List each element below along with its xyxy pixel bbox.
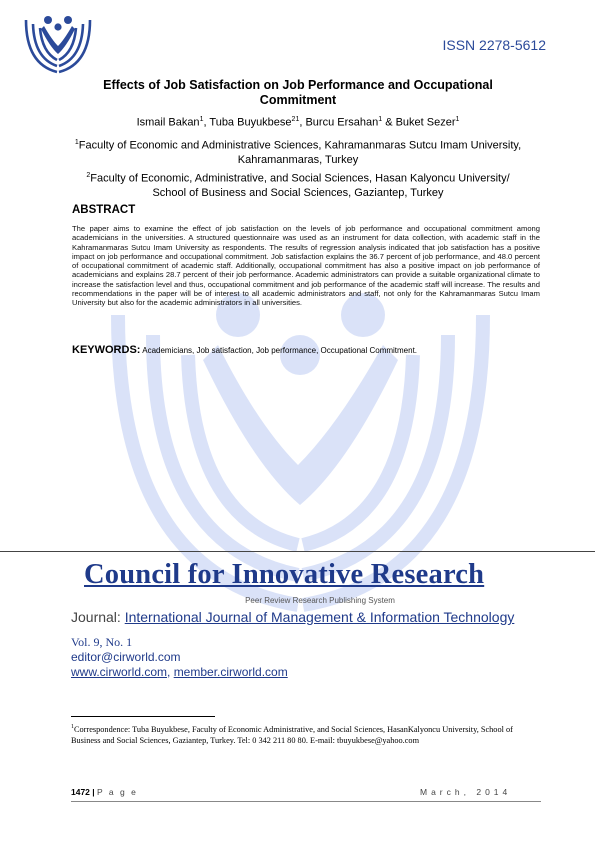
- affiliation-2: [70, 169, 526, 200]
- divider: [0, 551, 595, 552]
- footnote-marker: 1: [71, 724, 74, 730]
- member-website-link[interactable]: member.cirworld.com: [173, 665, 288, 679]
- author-name: Burcu Ersahan: [305, 116, 379, 129]
- author-affiliation-marker: 1: [199, 116, 204, 123]
- website-links: [71, 665, 288, 679]
- publisher-tagline: Peer Review Research Publishing System: [245, 596, 395, 605]
- affiliation-marker: 1: [74, 139, 79, 146]
- journal-line: [71, 609, 571, 625]
- cir-logo-icon: [22, 14, 94, 76]
- editor-email[interactable]: editor@cirworld.com: [71, 650, 181, 664]
- footer-divider: [71, 801, 541, 802]
- author-name: Buket Sezer: [395, 116, 456, 129]
- author-affiliation-marker: 1: [378, 116, 383, 123]
- page-number: 1472: [71, 787, 90, 797]
- abstract-body: The paper aims to examine the effect of job satisfaction on the levels of job performance and occupational commitment among academicians in the universities. A structured questionnaire was used as an instrument for data collection, with academic staff in the Kahramanmaras Sutcu Imam University as respondents. The results of regression analysis indicated that job satisfaction has a positive impact on job performance and occupational commitment. Job satisfaction explains the 36.7 percent of job performance, and 48.0 percent of occupational commitment of academic staff. Additionally, occupational commitment has also a positive impact on job performance of academicians and explains 28.7 percent of their job performance. Academic administrators can provide a suitable organizational climate to increase the satisfaction level and thus, occupational commitment and job performance of the academic staff will increase. The results and recommendations in the paper will be of interest to all academic administrators and staff, not only for the Kahramanmaras Sutcu Imam University but also for the academic administrators in all universities.: [72, 224, 540, 308]
- issn-label: ISSN 2278-5612: [442, 37, 546, 53]
- affiliation-marker: 2: [86, 172, 91, 179]
- author-name: Ismail Bakan: [136, 116, 200, 129]
- issue-date: March, 2014: [420, 787, 512, 797]
- paper-title: Effects of Job Satisfaction on Job Performance and Occupational Commitment: [103, 78, 493, 107]
- author-name: Tuba Buyukbese: [209, 116, 292, 129]
- keywords: [72, 344, 542, 356]
- author-list: Ismail Bakan$^1$, Tuba Buyukbese$^{21}$, Burcu Ersahan$^1$ & Buket Sezer$^1$: [136, 116, 460, 129]
- affiliation-text: Faculty of Economic, Administrative, and Social Sciences, Hasan Kalyoncu University/ School of Business and Social Sciences, Gaziantep, Turkey: [90, 172, 510, 199]
- page-footer: [71, 787, 138, 797]
- page-word: P a g e: [97, 787, 138, 797]
- affiliation-1: [70, 136, 526, 167]
- affiliation-text: Faculty of Economic and Administrative Sciences, Kahramanmaras Sutcu Imam University, Kahramanmaras, Turkey: [78, 139, 522, 166]
- author-affiliation-marker: 21: [291, 116, 300, 123]
- website-link[interactable]: www.cirworld.com: [71, 665, 168, 679]
- volume-info: Vol. 9, No. 1: [71, 635, 133, 649]
- abstract-heading: ABSTRACT: [72, 204, 136, 216]
- page-separator: |: [89, 787, 98, 797]
- journal-link[interactable]: International Journal of Management & Information Technology: [124, 609, 515, 625]
- footnote: [71, 722, 527, 746]
- link-separator: ,: [167, 665, 174, 679]
- author-affiliation-marker: 1: [455, 116, 460, 123]
- publisher-name[interactable]: Council for Innovative Research: [84, 559, 485, 590]
- footnote-divider: [71, 716, 215, 717]
- journal-label: Journal:: [71, 609, 121, 625]
- keywords-text: Academicians, Job satisfaction, Job performance, Occupational Commitment.: [142, 346, 418, 355]
- keywords-label: KEYWORDS:: [72, 344, 141, 356]
- footnote-text: Correspondence: Tuba Buyukbese, Faculty of Economic Administrative, and Social Sciences, HasanKalyoncu University, School of Business and Social Sciences, Gaziantep, Turkey. Tel: 0 342 211 80 80. E-mail: tbuyukbese@yahoo.com: [71, 724, 513, 746]
